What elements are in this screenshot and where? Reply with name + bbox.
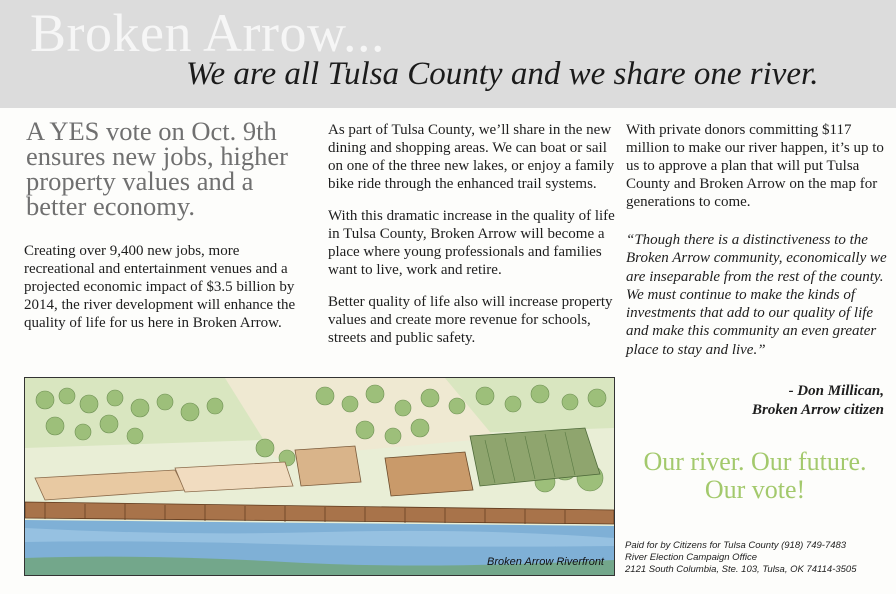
column-3 xyxy=(626,121,888,225)
column-1 xyxy=(24,242,300,346)
paid-for-line: Paid for by Citizens for Tulsa County (918) 749-7483 xyxy=(625,540,847,551)
header-banner xyxy=(0,0,896,108)
quote-attribution xyxy=(752,382,884,419)
column-2-paragraph: With this dramatic increase in the quality of life in Tulsa County, Broken Arrow will become a place where young professionals and families want to live, work and retire. xyxy=(328,208,615,278)
banner-title: Broken Arrow... xyxy=(30,3,385,63)
column-2-paragraph: Better quality of life also will increase property values and create more revenue for schools, streets and public safety. xyxy=(328,294,613,346)
riverfront-drawing xyxy=(25,378,614,575)
illustration-caption: Broken Arrow Riverfront xyxy=(487,556,604,568)
pull-quote: “Though there is a distinctiveness to the Broken Arrow community, economically we are inseparable from the rest of the county. We must continue to make the kinds of investments that add to our quality of life and make this community an even greater place to stay and live.” xyxy=(626,232,887,358)
paid-for-disclaimer xyxy=(625,540,857,576)
slogan-line-2: Our vote! xyxy=(704,475,806,504)
headline: A YES vote on Oct. 9th ensures new jobs, higher property values and a better economy. xyxy=(26,116,288,221)
banner-tagline: We are all Tulsa County and we share one river. xyxy=(186,56,819,92)
quote-author-title: Broken Arrow citizen xyxy=(752,401,884,418)
quote-author: - Don Millican, xyxy=(788,383,884,399)
paid-for-line: River Election Campaign Office xyxy=(625,552,757,563)
column-2 xyxy=(328,121,616,361)
paid-for-line: 2121 South Columbia, Ste. 103, Tulsa, OK 74114-3505 xyxy=(625,564,857,575)
column-2-paragraph: As part of Tulsa County, we’ll share in the new dining and shopping areas. We can boat or sail on one of the three new lakes, or enjoy a family bike ride through the enhanced trail systems. xyxy=(328,122,615,192)
slogan-line-1: Our river. Our future. xyxy=(643,447,867,476)
riverfront-illustration xyxy=(24,377,615,576)
slogan xyxy=(620,448,890,504)
column-1-paragraph: Creating over 9,400 new jobs, more recreational and entertainment venues and a projected economic impact of $3.5 billion by 2014, the river development will enhance the quality of life for us here in Broken Arrow. xyxy=(24,243,296,331)
column-3-paragraph: With private donors committing $117 million to make our river happen, it’s up to us to approve a plan that will put Tulsa County and Broken Arrow on the map for generations to come. xyxy=(626,122,884,210)
